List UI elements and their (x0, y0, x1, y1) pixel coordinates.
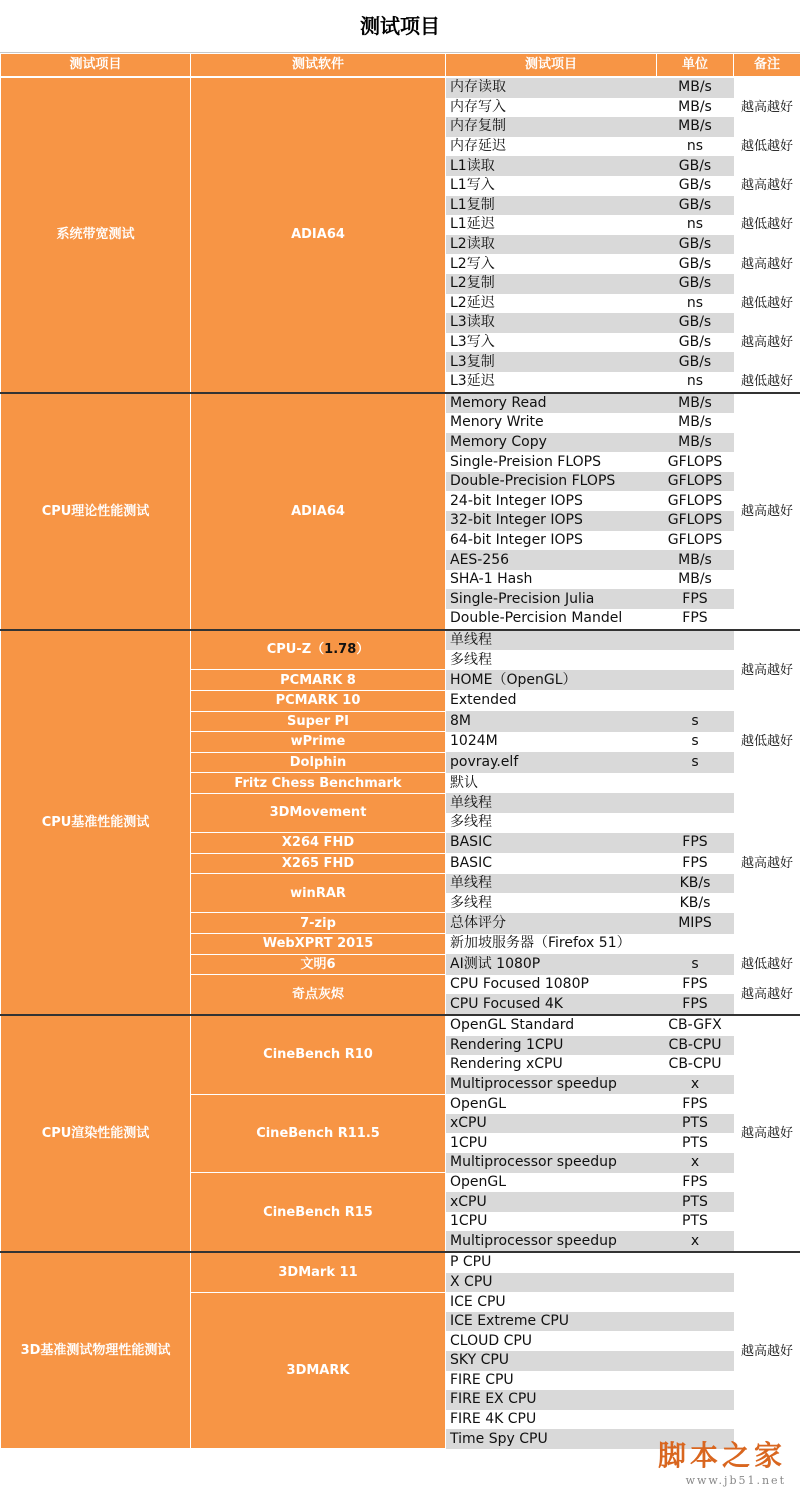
unit-cell: FPS (657, 1094, 734, 1114)
header-item: 测试项目 (446, 54, 657, 78)
unit-cell (657, 650, 734, 670)
software-cell: Fritz Chess Benchmark (191, 773, 446, 794)
unit-cell (657, 1371, 734, 1391)
item-cell: 总体评分 (446, 913, 657, 934)
unit-cell: ns (657, 137, 734, 157)
note-cell: 越低越好 (734, 372, 800, 393)
item-cell: 内存读取 (446, 77, 657, 98)
item-cell: 多线程 (446, 650, 657, 670)
unit-cell (657, 813, 734, 833)
unit-cell: MB/s (657, 550, 734, 570)
item-cell: OpenGL Standard (446, 1015, 657, 1036)
software-cell: wPrime (191, 732, 446, 753)
software-cell: CineBench R15 (191, 1173, 446, 1252)
item-cell: 64-bit Integer IOPS (446, 531, 657, 551)
item-cell: CLOUD CPU (446, 1331, 657, 1351)
software-name-close: ） (356, 642, 370, 658)
note-cell: 越低越好 (734, 137, 800, 157)
unit-cell: MB/s (657, 433, 734, 453)
unit-cell (657, 1292, 734, 1312)
unit-cell: x (657, 1153, 734, 1173)
header-unit: 单位 (657, 54, 734, 78)
item-cell: L2读取 (446, 235, 657, 255)
table-row (1, 77, 800, 98)
unit-cell: CB-CPU (657, 1036, 734, 1056)
software-cell: 3DMovement (191, 793, 446, 832)
unit-cell: FPS (657, 833, 734, 854)
item-cell: L1写入 (446, 176, 657, 196)
item-cell: BASIC (446, 833, 657, 854)
unit-cell (657, 1331, 734, 1351)
header-software: 测试软件 (191, 54, 446, 78)
unit-cell: GB/s (657, 196, 734, 216)
unit-cell (657, 630, 734, 651)
item-cell: ICE CPU (446, 1292, 657, 1312)
unit-cell: x (657, 1231, 734, 1252)
watermark-logo: 脚本之家 (657, 1439, 786, 1472)
software-name: CPU-Z（ (266, 642, 325, 658)
unit-cell (657, 690, 734, 711)
table-row (1, 1015, 800, 1036)
software-cell: ADIA64 (191, 77, 446, 393)
item-cell: ICE Extreme CPU (446, 1312, 657, 1332)
item-cell: L2复制 (446, 274, 657, 294)
unit-cell (657, 1390, 734, 1410)
unit-cell: MB/s (657, 98, 734, 118)
software-cell: Dolphin (191, 752, 446, 773)
item-cell: Rendering xCPU (446, 1055, 657, 1075)
unit-cell: GB/s (657, 274, 734, 294)
item-cell: 单线程 (446, 874, 657, 894)
item-cell: Memory Read (446, 393, 657, 414)
unit-cell: MB/s (657, 393, 734, 414)
note-cell: 越高越好 (734, 156, 800, 215)
item-cell: Double-Precision FLOPS (446, 472, 657, 492)
note-cell: 越高越好 (734, 235, 800, 294)
unit-cell (657, 1252, 734, 1273)
item-cell: SKY CPU (446, 1351, 657, 1371)
unit-cell: PTS (657, 1212, 734, 1232)
unit-cell: GB/s (657, 313, 734, 333)
unit-cell: FPS (657, 609, 734, 630)
table-row (1, 1252, 800, 1273)
header-note: 备注 (734, 54, 800, 78)
category-cell: 系统带宽测试 (1, 77, 191, 393)
unit-cell: MIPS (657, 913, 734, 934)
note-cell: 越低越好 (734, 711, 800, 773)
software-cell (191, 630, 446, 670)
unit-cell: MB/s (657, 413, 734, 433)
item-cell: CPU Focused 1080P (446, 975, 657, 995)
software-cell: 3DMark 11 (191, 1252, 446, 1292)
item-cell: Single-Preision FLOPS (446, 452, 657, 472)
unit-cell (657, 934, 734, 955)
item-cell: FIRE CPU (446, 1371, 657, 1391)
item-cell: AI测试 1080P (446, 954, 657, 975)
unit-cell: GB/s (657, 235, 734, 255)
software-cell: X264 FHD (191, 833, 446, 854)
note-cell: 越低越好 (734, 954, 800, 975)
item-cell: 内存复制 (446, 117, 657, 137)
item-cell: 内存延迟 (446, 137, 657, 157)
item-cell: Single-Precision Julia (446, 589, 657, 609)
item-cell: 单线程 (446, 630, 657, 651)
item-cell: L1读取 (446, 156, 657, 176)
unit-cell (657, 670, 734, 691)
table-header (1, 54, 800, 78)
unit-cell (657, 1410, 734, 1430)
item-cell: Multiprocessor speedup (446, 1075, 657, 1095)
unit-cell: KB/s (657, 893, 734, 913)
item-cell: xCPU (446, 1114, 657, 1134)
unit-cell: s (657, 732, 734, 753)
software-cell: 7-zip (191, 913, 446, 934)
note-cell: 越高越好 (734, 77, 800, 137)
unit-cell: GFLOPS (657, 472, 734, 492)
note-cell: 越低越好 (734, 215, 800, 235)
unit-cell: GFLOPS (657, 511, 734, 531)
software-cell: PCMARK 8 (191, 670, 446, 691)
unit-cell: ns (657, 294, 734, 314)
unit-cell: FPS (657, 589, 734, 609)
item-cell: 1CPU (446, 1133, 657, 1153)
unit-cell: MB/s (657, 117, 734, 137)
item-cell: BASIC (446, 853, 657, 874)
note-cell: 越高越好 (734, 393, 800, 630)
unit-cell: MB/s (657, 570, 734, 590)
item-cell: Memory Copy (446, 433, 657, 453)
unit-cell: CB-GFX (657, 1015, 734, 1036)
item-cell: Multiprocessor speedup (446, 1153, 657, 1173)
item-cell: 单线程 (446, 793, 657, 813)
item-cell: 多线程 (446, 893, 657, 913)
unit-cell (657, 773, 734, 794)
item-cell: L2写入 (446, 254, 657, 274)
unit-cell: PTS (657, 1114, 734, 1134)
software-cell: CineBench R10 (191, 1015, 446, 1094)
note-cell: 越高越好 (734, 1252, 800, 1449)
software-cell: X265 FHD (191, 853, 446, 874)
unit-cell: KB/s (657, 874, 734, 894)
item-cell: xCPU (446, 1192, 657, 1212)
software-cell: WebXPRT 2015 (191, 934, 446, 955)
item-cell: L2延迟 (446, 294, 657, 314)
category-cell: CPU渲染性能测试 (1, 1015, 191, 1252)
unit-cell: ns (657, 372, 734, 393)
item-cell: L3读取 (446, 313, 657, 333)
item-cell: Multiprocessor speedup (446, 1231, 657, 1252)
item-cell: P CPU (446, 1252, 657, 1273)
table-row (1, 630, 800, 651)
item-cell: CPU Focused 4K (446, 994, 657, 1015)
item-cell: FIRE EX CPU (446, 1390, 657, 1410)
item-cell: 32-bit Integer IOPS (446, 511, 657, 531)
unit-cell (657, 1351, 734, 1371)
item-cell: L1复制 (446, 196, 657, 216)
software-cell: CineBench R11.5 (191, 1094, 446, 1172)
unit-cell: x (657, 1075, 734, 1095)
item-cell: 新加坡服务器（Firefox 51） (446, 934, 657, 955)
item-cell: Menory Write (446, 413, 657, 433)
site-watermark (658, 1434, 786, 1487)
category-cell: CPU理论性能测试 (1, 393, 191, 630)
item-cell: OpenGL (446, 1173, 657, 1193)
test-items-table (0, 53, 800, 1449)
note-cell: 越高越好 (734, 975, 800, 1015)
note-cell: 越高越好 (734, 313, 800, 372)
page-title: 测试项目 (0, 0, 800, 53)
unit-cell: GB/s (657, 333, 734, 353)
header-category: 测试项目 (1, 54, 191, 78)
software-version: 1.78 (324, 642, 357, 658)
software-cell: 文明6 (191, 954, 446, 975)
item-cell: L1延迟 (446, 215, 657, 235)
item-cell: L3延迟 (446, 372, 657, 393)
item-cell: FIRE 4K CPU (446, 1410, 657, 1430)
unit-cell: FPS (657, 994, 734, 1015)
item-cell: 默认 (446, 773, 657, 794)
item-cell: OpenGL (446, 1094, 657, 1114)
unit-cell: GB/s (657, 176, 734, 196)
unit-cell (657, 1273, 734, 1293)
category-cell: CPU基准性能测试 (1, 630, 191, 1015)
item-cell: HOME（OpenGL） (446, 670, 657, 691)
unit-cell: GB/s (657, 352, 734, 372)
note-cell: 越低越好 (734, 294, 800, 314)
unit-cell: FPS (657, 853, 734, 874)
item-cell: Double-Percision Mandel (446, 609, 657, 630)
item-cell: Time Spy CPU (446, 1429, 657, 1449)
item-cell: AES-256 (446, 550, 657, 570)
unit-cell: GFLOPS (657, 531, 734, 551)
unit-cell (657, 793, 734, 813)
item-cell: X CPU (446, 1273, 657, 1293)
watermark-url: www.jb51.net (685, 1474, 786, 1487)
item-cell: 1024M (446, 732, 657, 753)
software-cell: PCMARK 10 (191, 690, 446, 711)
note-cell: 越高越好 (734, 630, 800, 711)
unit-cell: PTS (657, 1133, 734, 1153)
category-cell: 3D基准测试物理性能测试 (1, 1252, 191, 1449)
item-cell: 1CPU (446, 1212, 657, 1232)
unit-cell (657, 1312, 734, 1332)
software-cell: ADIA64 (191, 393, 446, 630)
software-cell: winRAR (191, 874, 446, 913)
unit-cell: FPS (657, 1173, 734, 1193)
unit-cell: GB/s (657, 254, 734, 274)
unit-cell: FPS (657, 975, 734, 995)
unit-cell: PTS (657, 1192, 734, 1212)
unit-cell: CB-CPU (657, 1055, 734, 1075)
unit-cell: s (657, 752, 734, 773)
unit-cell: ns (657, 215, 734, 235)
item-cell: povray.elf (446, 752, 657, 773)
item-cell: Rendering 1CPU (446, 1036, 657, 1056)
software-cell: Super PI (191, 711, 446, 732)
item-cell: SHA-1 Hash (446, 570, 657, 590)
item-cell: Extended (446, 690, 657, 711)
unit-cell: GB/s (657, 156, 734, 176)
unit-cell: s (657, 954, 734, 975)
unit-cell: GFLOPS (657, 452, 734, 472)
note-cell: 越高越好 (734, 1015, 800, 1252)
item-cell: 8M (446, 711, 657, 732)
item-cell: 内存写入 (446, 98, 657, 118)
item-cell: 多线程 (446, 813, 657, 833)
item-cell: L3复制 (446, 352, 657, 372)
item-cell: 24-bit Integer IOPS (446, 491, 657, 511)
note-cell: 越高越好 (734, 773, 800, 954)
unit-cell: GFLOPS (657, 491, 734, 511)
unit-cell: MB/s (657, 77, 734, 98)
software-cell: 奇点灰烬 (191, 975, 446, 1015)
item-cell: L3写入 (446, 333, 657, 353)
software-cell: 3DMARK (191, 1292, 446, 1449)
table-row (1, 393, 800, 414)
unit-cell: s (657, 711, 734, 732)
